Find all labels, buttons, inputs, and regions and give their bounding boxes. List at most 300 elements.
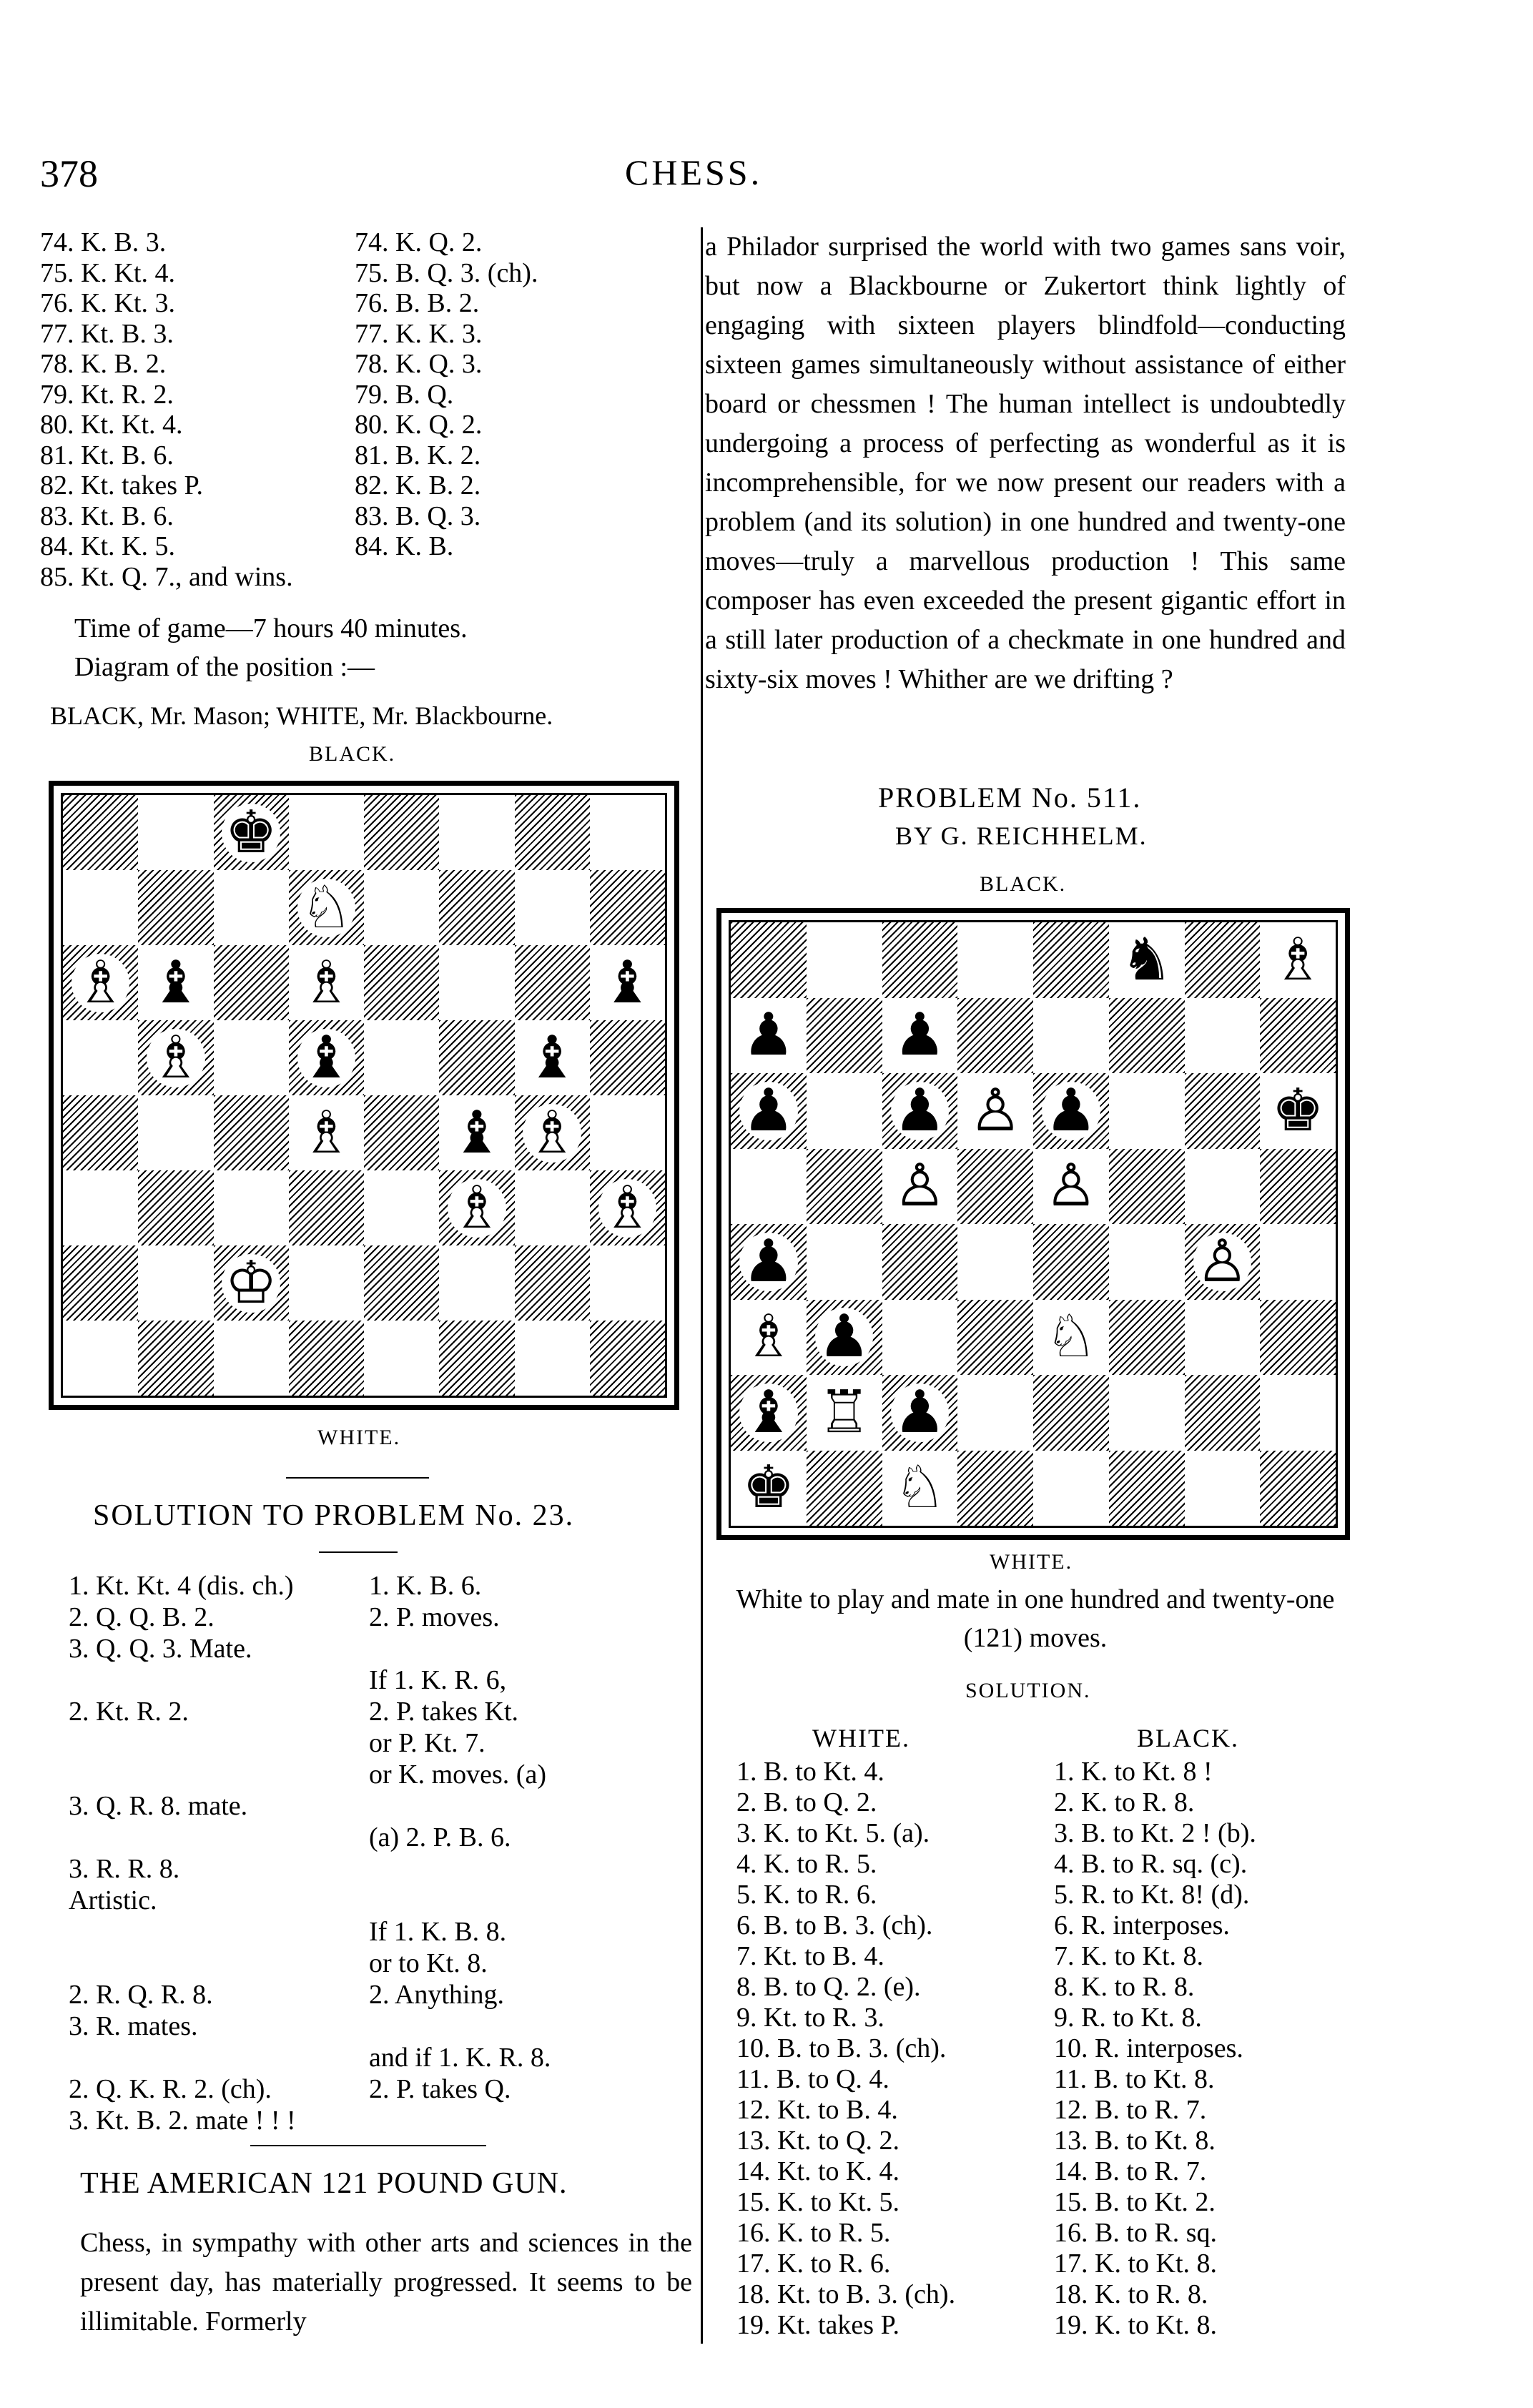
square-a2: [731, 1375, 807, 1451]
move-row: [40, 470, 669, 501]
square-b7: [138, 870, 213, 945]
black-move: 76. B. B. 2.: [355, 288, 480, 318]
chess-piece: ♘: [891, 1459, 950, 1517]
square-b4: [138, 1095, 213, 1170]
square-d7: [289, 870, 364, 945]
chess-piece: ♟: [815, 1308, 874, 1366]
white-move: 1. Kt. Kt. 4 (dis. ch.): [69, 1571, 294, 1601]
square-h3: [590, 1170, 665, 1245]
square-c7: [214, 870, 289, 945]
black-move: 81. B. K. 2.: [355, 440, 481, 470]
white-move: 2. Q. K. R. 2. (ch).: [69, 2074, 272, 2104]
square-h5: [1260, 1149, 1336, 1225]
black-move: 3. B. to Kt. 2 ! (b).: [1054, 1818, 1256, 1848]
white-move: 83. Kt. B. 6.: [40, 500, 174, 531]
chess-piece: ♝: [739, 1383, 798, 1442]
black-move: 2. Anything.: [369, 1980, 504, 2010]
move-row: [69, 2042, 684, 2073]
column-rule: [701, 227, 703, 2344]
black-header: BLACK.: [1137, 1724, 1240, 1752]
move-row: [69, 2010, 684, 2042]
square-d5: [957, 1149, 1033, 1225]
chess-piece: ♗: [1268, 931, 1327, 990]
gun-title: THE AMERICAN 121 POUND GUN.: [80, 2167, 568, 2200]
square-d6: [957, 1073, 1033, 1149]
black-move: 74. K. Q. 2.: [355, 227, 483, 257]
white-move: 2. B. to Q. 2.: [736, 1787, 877, 1817]
square-c5: [882, 1149, 958, 1225]
square-b2: [807, 1375, 882, 1451]
square-b1: [138, 1321, 213, 1396]
square-b8: [807, 922, 882, 998]
chess-piece: ♟: [891, 1006, 950, 1065]
move-row: [69, 1633, 684, 1664]
square-d5: [289, 1020, 364, 1095]
move-row: [69, 1822, 684, 1853]
white-move: 2. R. Q. R. 8.: [69, 1980, 213, 2010]
black-move: 80. K. Q. 2.: [355, 410, 483, 440]
square-b5: [807, 1149, 882, 1225]
square-e8: [364, 795, 439, 870]
chess-piece: ♚: [1268, 1082, 1327, 1140]
move-row: [736, 2309, 1366, 2340]
square-a5: [63, 1020, 138, 1095]
square-a5: [731, 1149, 807, 1225]
square-f4: [1109, 1224, 1185, 1300]
board-2-grid: [729, 920, 1338, 1528]
black-move: 19. K. to Kt. 8.: [1054, 2310, 1217, 2340]
chess-piece: ♚: [739, 1459, 798, 1517]
white-move: 3. Q. Q. 3. Mate.: [69, 1634, 252, 1664]
chess-piece: ♝: [297, 1029, 356, 1087]
square-e6: [364, 945, 439, 1020]
square-d3: [289, 1170, 364, 1245]
chess-piece: ♟: [739, 1082, 798, 1140]
square-c4: [214, 1095, 289, 1170]
black-move: 1. K. B. 6.: [369, 1571, 482, 1601]
white-move: 12. Kt. to B. 4.: [736, 2095, 898, 2125]
black-move: 7. K. to Kt. 8.: [1054, 1941, 1203, 1971]
white-header: WHITE.: [812, 1724, 910, 1752]
white-move: 81. Kt. B. 6.: [40, 440, 174, 470]
square-e1: [1033, 1451, 1109, 1526]
problem511-title: PROBLEM No. 511.: [878, 781, 1142, 814]
white-move: 3. Kt. B. 2. mate ! ! !: [69, 2106, 296, 2136]
square-f5: [1109, 1149, 1185, 1225]
black-move: 2. P. takes Kt.: [369, 1697, 518, 1727]
chess-diagram-2: [716, 908, 1350, 1540]
square-h6: [1260, 1073, 1336, 1149]
square-f6: [1109, 1073, 1185, 1149]
square-e3: [364, 1170, 439, 1245]
black-move: 17. K. to Kt. 8.: [1054, 2249, 1217, 2279]
square-h3: [1260, 1300, 1336, 1376]
square-h1: [590, 1321, 665, 1396]
board2-top-label: BLACK.: [980, 872, 1067, 896]
move-row: [40, 501, 669, 532]
chess-piece: ♗: [523, 1104, 581, 1163]
move-row: [69, 1790, 684, 1822]
chess-piece: ♗: [598, 1179, 657, 1238]
square-c2: [882, 1375, 958, 1451]
square-a8: [731, 922, 807, 998]
move-row: [40, 288, 669, 319]
square-f7: [1109, 998, 1185, 1074]
white-move: 2. Kt. R. 2.: [69, 1697, 189, 1727]
square-h7: [1260, 998, 1336, 1074]
square-c4: [882, 1224, 958, 1300]
square-f1: [439, 1321, 514, 1396]
square-g6: [515, 945, 590, 1020]
solution23-lines: [69, 1570, 684, 2136]
black-move: 84. K. B.: [355, 531, 454, 561]
white-move: 19. Kt. takes P.: [736, 2310, 899, 2340]
board-1-grid: [61, 793, 667, 1398]
move-row: [69, 1696, 684, 1727]
move-row: [40, 562, 669, 593]
board1-bottom-label: WHITE.: [317, 1426, 401, 1449]
square-c3: [214, 1170, 289, 1245]
square-f4: [439, 1095, 514, 1170]
square-g6: [1185, 1073, 1261, 1149]
square-b6: [807, 1073, 882, 1149]
square-e5: [364, 1020, 439, 1095]
ornament-rule: [286, 1477, 429, 1479]
chess-piece: ♗: [448, 1179, 506, 1238]
square-b6: [138, 945, 213, 1020]
white-move: 76. K. Kt. 3.: [40, 288, 175, 318]
black-move: 18. K. to R. 8.: [1054, 2279, 1208, 2309]
move-row: [736, 1817, 1366, 1848]
move-row: [69, 1979, 684, 2010]
problem511-author: BY G. REICHHELM.: [895, 821, 1148, 850]
white-move: 17. K. to R. 6.: [736, 2249, 891, 2279]
square-g1: [515, 1321, 590, 1396]
square-g5: [515, 1020, 590, 1095]
square-f2: [439, 1245, 514, 1321]
black-move: 13. B. to Kt. 8.: [1054, 2126, 1216, 2156]
square-d4: [957, 1224, 1033, 1300]
move-row: [736, 2156, 1366, 2186]
move-row: [736, 2002, 1366, 2033]
move-row: [69, 1916, 684, 1948]
white-move: Artistic.: [69, 1885, 157, 1915]
square-c3: [882, 1300, 958, 1376]
square-d1: [957, 1451, 1033, 1526]
square-a8: [63, 795, 138, 870]
move-row: [736, 1910, 1366, 1940]
move-row: [40, 410, 669, 440]
black-move: 2. K. to R. 8.: [1054, 1787, 1195, 1817]
white-move: 84. Kt. K. 5.: [40, 531, 175, 561]
move-row: [736, 1848, 1366, 1879]
move-row: [736, 2186, 1366, 2217]
white-move: 78. K. B. 2.: [40, 349, 167, 379]
black-move: 1. K. to Kt. 8 !: [1054, 1757, 1213, 1787]
square-a1: [731, 1451, 807, 1526]
white-move: 82. Kt. takes P.: [40, 470, 203, 500]
black-move: 10. R. interposes.: [1054, 2033, 1243, 2063]
square-a4: [731, 1224, 807, 1300]
move-row: [69, 1759, 684, 1790]
gun-paragraph: Chess, in sympathy with other arts and sciences in the present day, has materially progressed. It seems to be illimitable. Formerly: [80, 2228, 692, 2337]
square-e7: [1033, 998, 1109, 1074]
chess-piece: ♟: [1042, 1082, 1100, 1140]
chess-piece: ♖: [815, 1383, 874, 1442]
black-move: 15. B. to Kt. 2.: [1054, 2187, 1216, 2217]
square-g8: [515, 795, 590, 870]
square-h1: [1260, 1451, 1336, 1526]
move-row: [69, 1948, 684, 1979]
black-move: 8. K. to R. 8.: [1054, 1972, 1195, 2002]
square-c8: [214, 795, 289, 870]
move-row: [40, 531, 669, 562]
chess-piece: ♔: [222, 1254, 280, 1313]
square-b1: [807, 1451, 882, 1526]
right-paragraph: a Philador surprised the world with two games sans voir, but now a Blackbourne or Zukertort think lightly of engaging with sixteen players blindfold—conducting sixteen games simultaneously without assistance of either board or chessmen ! The human intellect is undoubtedly undergoing a process of perfecting as wonderful as it is incomprehensible, for we now present our readers with a problem (and its solution) in one hundred and twenty-one moves—truly a marvellous production ! This same composer has even exceeded the present gigantic effort in a still later production of a checkmate in one hundred and sixty-six moves ! Whither are we drifting ?: [705, 232, 1346, 694]
square-a6: [731, 1073, 807, 1149]
square-f8: [1109, 922, 1185, 998]
square-e1: [364, 1321, 439, 1396]
move-row: [40, 440, 669, 471]
square-b3: [138, 1170, 213, 1245]
white-move: 14. Kt. to K. 4.: [736, 2156, 899, 2186]
square-c5: [214, 1020, 289, 1095]
square-a4: [63, 1095, 138, 1170]
time-of-game: Time of game—7 hours 40 minutes.: [74, 613, 468, 643]
white-move: 3. R. R. 8.: [69, 1854, 180, 1884]
square-f1: [1109, 1451, 1185, 1526]
white-move: 6. B. to B. 3. (ch).: [736, 1910, 933, 1940]
square-c8: [882, 922, 958, 998]
black-move: (a) 2. P. B. 6.: [369, 1822, 511, 1852]
page-number: 378: [40, 152, 98, 195]
black-move: 11. B. to Kt. 8.: [1054, 2064, 1215, 2094]
move-row: [40, 227, 669, 258]
white-move: 85. Kt. Q. 7., and wins.: [40, 561, 293, 592]
square-d7: [957, 998, 1033, 1074]
solution-label: SOLUTION.: [965, 1679, 1091, 1702]
chess-piece: ♚: [222, 804, 280, 862]
white-move: 15. K. to Kt. 5.: [736, 2187, 899, 2217]
square-h2: [590, 1245, 665, 1321]
move-row: [736, 1756, 1366, 1787]
black-move: 9. R. to Kt. 8.: [1054, 2003, 1202, 2033]
white-move: 5. K. to R. 6.: [736, 1880, 877, 1910]
square-h8: [590, 795, 665, 870]
square-a7: [731, 998, 807, 1074]
move-row: [736, 1971, 1366, 2002]
move-row: [69, 1602, 684, 1633]
move-row: [69, 1885, 684, 1916]
move-row: [40, 319, 669, 350]
move-row: [736, 2125, 1366, 2156]
square-g7: [515, 870, 590, 945]
square-e2: [364, 1245, 439, 1321]
square-f2: [1109, 1375, 1185, 1451]
square-d1: [289, 1321, 364, 1396]
move-row: [69, 1664, 684, 1696]
chess-piece: ♟: [739, 1006, 798, 1065]
square-e7: [364, 870, 439, 945]
black-move: If 1. K. R. 6,: [369, 1665, 507, 1695]
black-move: 75. B. Q. 3. (ch).: [355, 257, 538, 288]
square-a3: [63, 1170, 138, 1245]
white-move: 2. Q. Q. B. 2.: [69, 1602, 215, 1632]
white-move: 7. Kt. to B. 4.: [736, 1941, 884, 1971]
black-move: 12. B. to R. 7.: [1054, 2095, 1207, 2125]
white-move: 80. Kt. Kt. 4.: [40, 410, 183, 440]
move-row: [736, 1879, 1366, 1910]
white-move: 8. B. to Q. 2. (e).: [736, 1972, 921, 2002]
square-h2: [1260, 1375, 1336, 1451]
square-e8: [1033, 922, 1109, 998]
move-row: [736, 2063, 1366, 2094]
square-a7: [63, 870, 138, 945]
white-move: 3. Q. R. 8. mate.: [69, 1791, 248, 1821]
square-c1: [882, 1451, 958, 1526]
move-row: [736, 2217, 1366, 2248]
game-moves-table: [40, 227, 669, 592]
square-g3: [1185, 1300, 1261, 1376]
move-row: [736, 2094, 1366, 2125]
move-row: [736, 2248, 1366, 2279]
square-e2: [1033, 1375, 1109, 1451]
move-row: [40, 349, 669, 380]
square-a6: [63, 945, 138, 1020]
square-c2: [214, 1245, 289, 1321]
square-g5: [1185, 1149, 1261, 1225]
move-row: [736, 2279, 1366, 2309]
square-f6: [439, 945, 514, 1020]
board2-bottom-label: WHITE.: [990, 1550, 1073, 1574]
square-h7: [590, 870, 665, 945]
white-move: 1. B. to Kt. 4.: [736, 1757, 884, 1787]
square-d6: [289, 945, 364, 1020]
white-move: 3. R. mates.: [69, 2011, 198, 2041]
square-h4: [1260, 1224, 1336, 1300]
square-e5: [1033, 1149, 1109, 1225]
square-b8: [138, 795, 213, 870]
chess-piece: ♗: [739, 1308, 798, 1366]
chess-piece: ♗: [72, 954, 130, 1012]
square-e6: [1033, 1073, 1109, 1149]
black-move: 6. R. interposes.: [1054, 1910, 1230, 1940]
chess-piece: ♟: [891, 1383, 950, 1442]
black-move: 16. B. to R. sq.: [1054, 2218, 1218, 2248]
square-c7: [882, 998, 958, 1074]
black-move: If 1. K. B. 8.: [369, 1917, 507, 1947]
square-c6: [214, 945, 289, 1020]
square-g7: [1185, 998, 1261, 1074]
black-move: 14. B. to R. 7.: [1054, 2156, 1207, 2186]
square-h6: [590, 945, 665, 1020]
white-move: 18. Kt. to B. 3. (ch).: [736, 2279, 956, 2309]
white-move: 74. K. B. 3.: [40, 227, 167, 257]
square-d4: [289, 1095, 364, 1170]
move-row: [69, 2073, 684, 2105]
chess-piece: ♙: [891, 1157, 950, 1215]
diagram-intro: Diagram of the position :—: [74, 652, 375, 682]
black-move: 78. K. Q. 3.: [355, 349, 483, 379]
black-move: 2. P. moves.: [369, 1602, 500, 1632]
square-a1: [63, 1321, 138, 1396]
square-e4: [364, 1095, 439, 1170]
chess-piece: ♝: [147, 954, 205, 1012]
chess-piece: ♗: [147, 1029, 205, 1087]
square-a3: [731, 1300, 807, 1376]
square-d2: [289, 1245, 364, 1321]
square-h8: [1260, 922, 1336, 998]
square-d8: [957, 922, 1033, 998]
chess-piece: ♘: [1042, 1308, 1100, 1366]
chess-piece: ♘: [297, 879, 356, 937]
problem511-solution: [736, 1756, 1366, 2340]
ornament-rule-2: [250, 2145, 486, 2146]
white-move: 77. Kt. B. 3.: [40, 318, 174, 349]
chess-piece: ♝: [448, 1104, 506, 1163]
white-move: 11. B. to Q. 4.: [736, 2064, 889, 2094]
move-row: [40, 258, 669, 289]
black-move: and if 1. K. R. 8.: [369, 2043, 551, 2073]
move-row: [736, 2033, 1366, 2063]
move-row: [69, 1853, 684, 1885]
square-g4: [1185, 1224, 1261, 1300]
chess-piece: ♙: [1193, 1233, 1252, 1291]
square-h4: [590, 1095, 665, 1170]
square-g1: [1185, 1451, 1261, 1526]
chess-piece: ♙: [1042, 1157, 1100, 1215]
square-a2: [63, 1245, 138, 1321]
square-g2: [515, 1245, 590, 1321]
chess-piece: ♗: [297, 1104, 356, 1163]
white-move: 13. Kt. to Q. 2.: [736, 2126, 899, 2156]
black-move: or K. moves. (a): [369, 1760, 546, 1790]
square-d8: [289, 795, 364, 870]
square-f5: [439, 1020, 514, 1095]
move-row: [736, 1940, 1366, 1971]
square-b3: [807, 1300, 882, 1376]
chess-piece: ♗: [297, 954, 356, 1012]
move-row: [69, 1727, 684, 1759]
white-move: 16. K. to R. 5.: [736, 2218, 891, 2248]
chess-piece: ♞: [1118, 931, 1176, 990]
chess-piece: ♟: [739, 1233, 798, 1291]
white-move: 79. Kt. R. 2.: [40, 379, 174, 410]
chess-piece: ♟: [891, 1082, 950, 1140]
move-row: [736, 1787, 1366, 1817]
square-c1: [214, 1321, 289, 1396]
black-move: 4. B. to R. sq. (c).: [1054, 1849, 1248, 1879]
problem511-caption: White to play and mate in one hundred and twenty-one (121) moves.: [736, 1584, 1335, 1653]
square-g8: [1185, 922, 1261, 998]
square-d2: [957, 1375, 1033, 1451]
move-row: [40, 380, 669, 410]
white-move: 75. K. Kt. 4.: [40, 257, 175, 288]
square-b2: [138, 1245, 213, 1321]
chess-piece: ♝: [523, 1029, 581, 1087]
white-move: 3. K. to Kt. 5. (a).: [736, 1818, 930, 1848]
short-rule: [319, 1551, 398, 1553]
square-f3: [439, 1170, 514, 1245]
chess-piece: ♙: [966, 1082, 1025, 1140]
chess-piece: ♝: [598, 954, 657, 1012]
chess-diagram-1: [49, 781, 679, 1410]
solution23-title: SOLUTION TO PROBLEM No. 23.: [93, 1499, 575, 1532]
black-move: or to Kt. 8.: [369, 1948, 488, 1978]
move-row: [69, 2105, 684, 2136]
square-h5: [590, 1020, 665, 1095]
